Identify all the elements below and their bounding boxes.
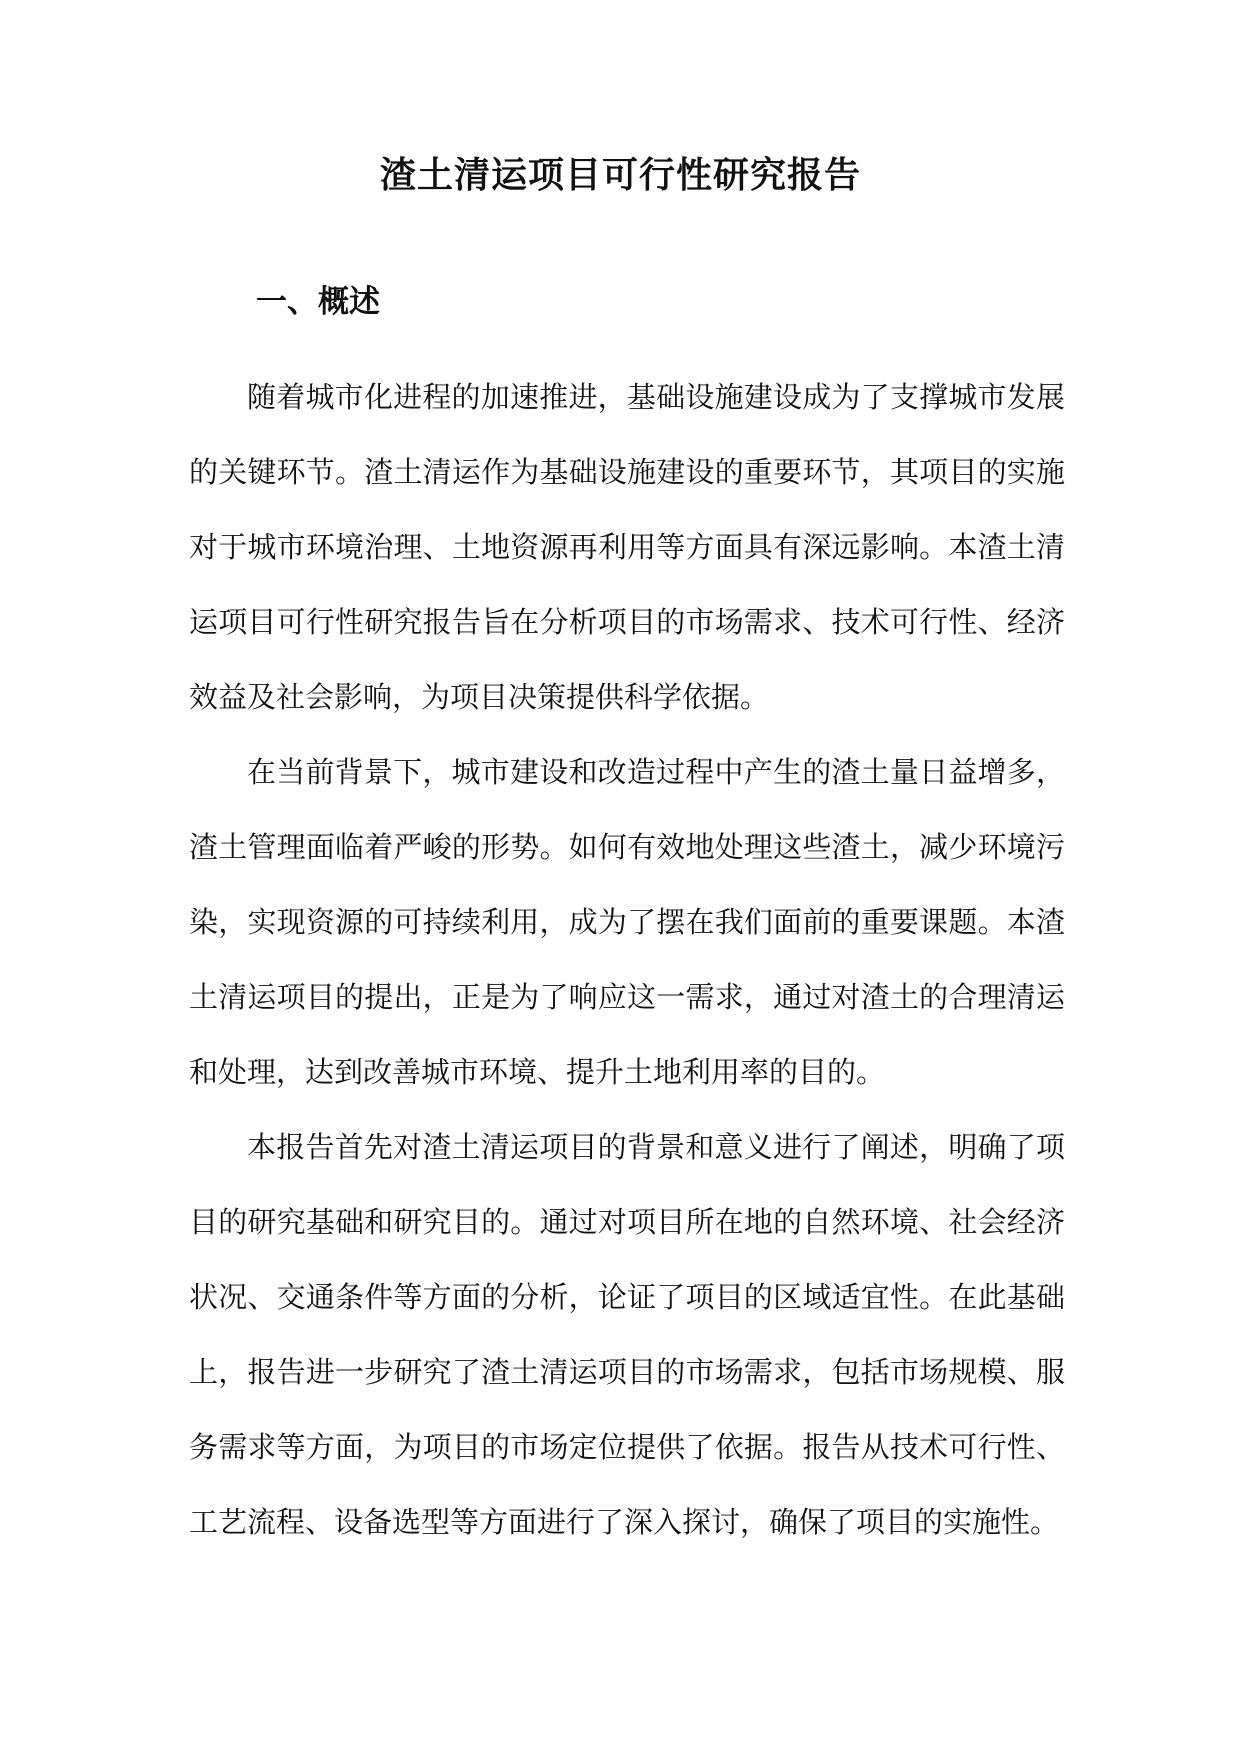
document-title: 渣土清运项目可行性研究报告 (379, 154, 861, 196)
section-body (189, 360, 1065, 1560)
paragraph: 本报告首先对渣土清运项目的背景和意义进行了阐述，明确了项目的研究基础和研究目的。通过对项目所在地的自然环境、社会经济状况、交通条件等方面的分析，论证了项目的区域适宜性。在此基础上，报告进一步研究了渣土清运项目的市场需求，包括市场规模、服务需求等方面，为项目的市场定位提供了依据。报告从技术可行性、工艺流程、设备选型等方面进行了深入探讨，确保了项目的实施性。 (189, 1130, 1065, 1539)
paragraph: 随着城市化进程的加速推进，基础设施建设成为了支撑城市发展的关键环节。渣土清运作为基础设施建设的重要环节，其项目的实施对于城市环境治理、土地资源再利用等方面具有深远影响。本渣土清运项目可行性研究报告旨在分析项目的市场需求、技术可行性、经济效益及社会影响，为项目决策提供科学依据。 (189, 380, 1065, 714)
section-heading: 一、概述 (256, 284, 380, 320)
paragraph: 在当前背景下，城市建设和改造过程中产生的渣土量日益增多，渣土管理面临着严峻的形势。如何有效地处理这些渣土，减少环境污染，实现资源的可持续利用，成为了摆在我们面前的重要课题。本渣土清运项目的提出，正是为了响应这一需求，通过对渣土的合理清运和处理，达到改善城市环境、提升土地利用率的目的。 (189, 755, 1065, 1089)
